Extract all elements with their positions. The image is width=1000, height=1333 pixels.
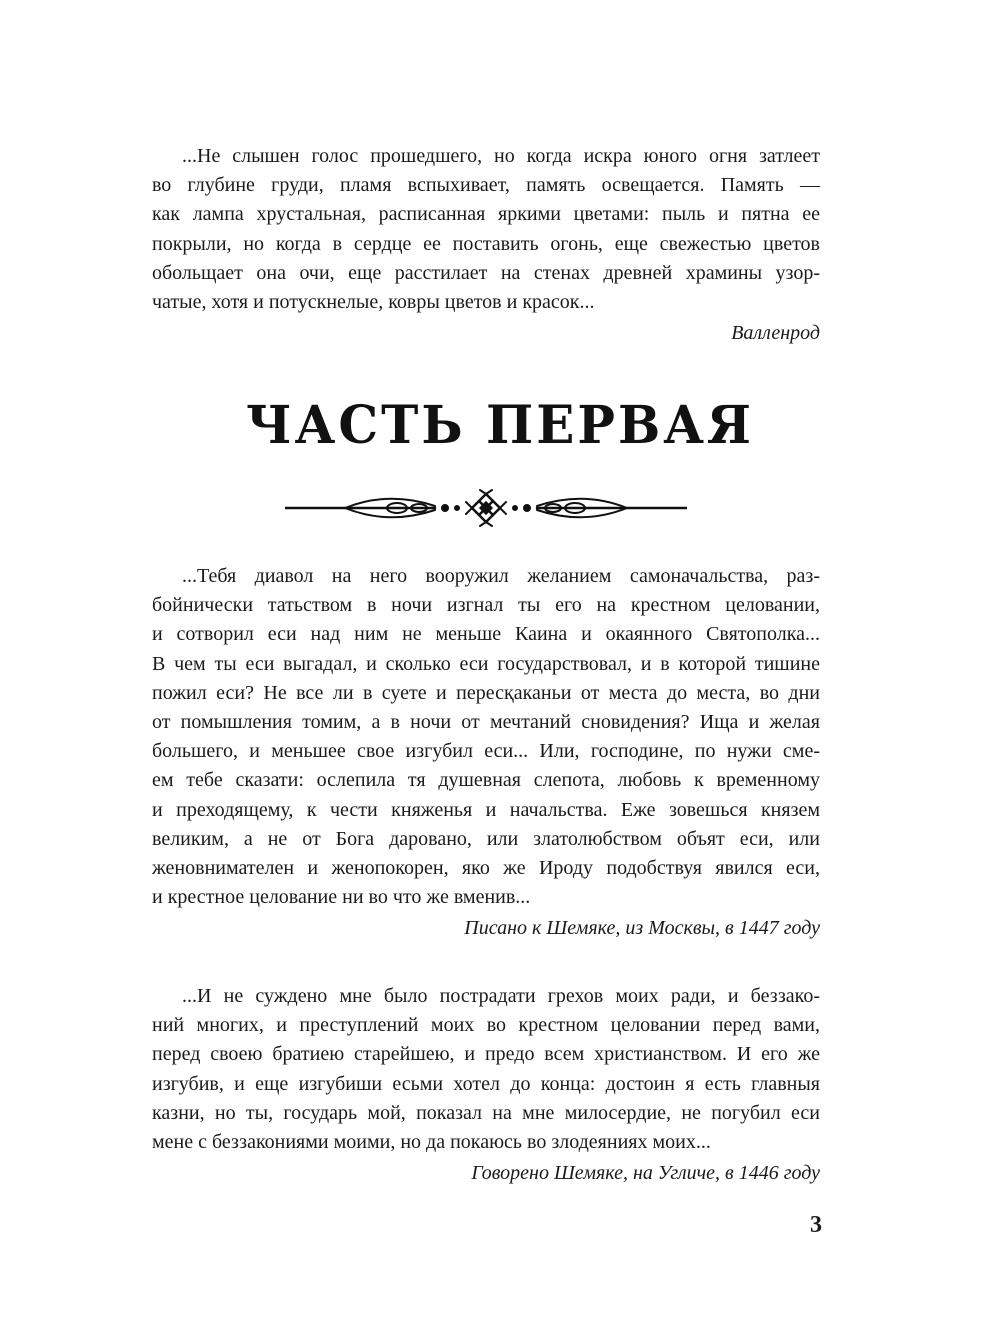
text-line: ний многих, и преступлений моих во крестном целовании перед вами, (152, 1014, 820, 1037)
text-line: изгубив, и еще изгубиши есьми хотел до конца: достоин я есть главныя (152, 1072, 820, 1095)
text-line: большего, и меньшее свое изгубил еси... Или, господине, по нужи сме- (152, 740, 820, 763)
ornament-divider (285, 488, 687, 528)
epigraph-letter-to-shemyaka (152, 562, 820, 944)
page-number: 3 (810, 1212, 822, 1238)
epigraph-attribution: Писано к Шемяке, из Москвы, в 1447 году (464, 917, 820, 940)
epigraph-text (152, 142, 820, 317)
text-line: В чем ты еси выгадал, и сколько еси государствовал, и в которой тишине (152, 652, 820, 675)
text-line: обольщает она очи, еще расстилает на стенах древней храмины узор- (152, 261, 820, 284)
text-line: ...Не слышен голос прошедшего, но когда искра юного огня затлеет (182, 145, 820, 167)
text-line: ...И не суждено мне было пострадати грехов моих ради, и беззако- (182, 985, 820, 1007)
epigraph-wallenrod (152, 142, 820, 348)
text-line: и сотворил еси над ним не меньше Каина и окаянного Святополка... (152, 623, 820, 646)
epigraph-uglich-speech (152, 982, 820, 1188)
epigraph-attribution: Валленрод (731, 322, 820, 345)
text-line: пожил еси? Не все ли в суете и пересқаканьи от места до места, во дни (152, 681, 820, 704)
text-line: казни, но ты, государь мой, показал на мне милосердие, не погубил еси (152, 1101, 820, 1124)
text-line: во глубине груди, пламя вспыхивает, память освещается. Память — (152, 174, 820, 197)
text-line: ...Тебя диавол на него вооружил желанием самоначальства, раз- (182, 565, 820, 587)
text-line: от помышления томим, а в ночи от мечтаний сновидения? Ища и желая (152, 711, 820, 734)
text-line: и крестное целование ни во что же вменив... (152, 886, 531, 909)
text-line: чатые, хотя и потускнелые, ковры цветов и красок... (152, 291, 595, 314)
text-line: как лампа хрустальная, расписанная яркими цветами: пыль и пятна ее (152, 203, 820, 226)
text-line: покрыли, но когда в сердце ее поставить огонь, еще свежестью цветов (152, 232, 820, 255)
epigraph-attribution: Говорено Шемяке, на Угличе, в 1446 году (471, 1162, 820, 1185)
text-line: и преходящему, к чести княженья и начальства. Еже зовешься князем (152, 798, 820, 821)
text-line: перед своею братиею старейшею, и предо всем христианством. И его же (152, 1043, 820, 1066)
epigraph-text (152, 562, 820, 912)
text-line: мене с беззакониями моими, но да покаюсь во злодеяниях моих... (152, 1131, 711, 1154)
text-line: великим, а не от Бога даровано, или златолюбством объят еси, или (152, 827, 820, 850)
epigraph-text (152, 982, 820, 1157)
part-title: ЧАСТЬ ПЕРВАЯ (245, 393, 755, 456)
text-line: бойнически татьством в ночи изгнал ты его на крестном целовании, (152, 594, 820, 617)
text-line: ем тебе сказати: ослепила тя душевная слепота, любовь к временному (152, 769, 820, 792)
text-line: женовнимателен и женопокорен, яко же Ироду подобствуя явился еси, (152, 857, 820, 880)
